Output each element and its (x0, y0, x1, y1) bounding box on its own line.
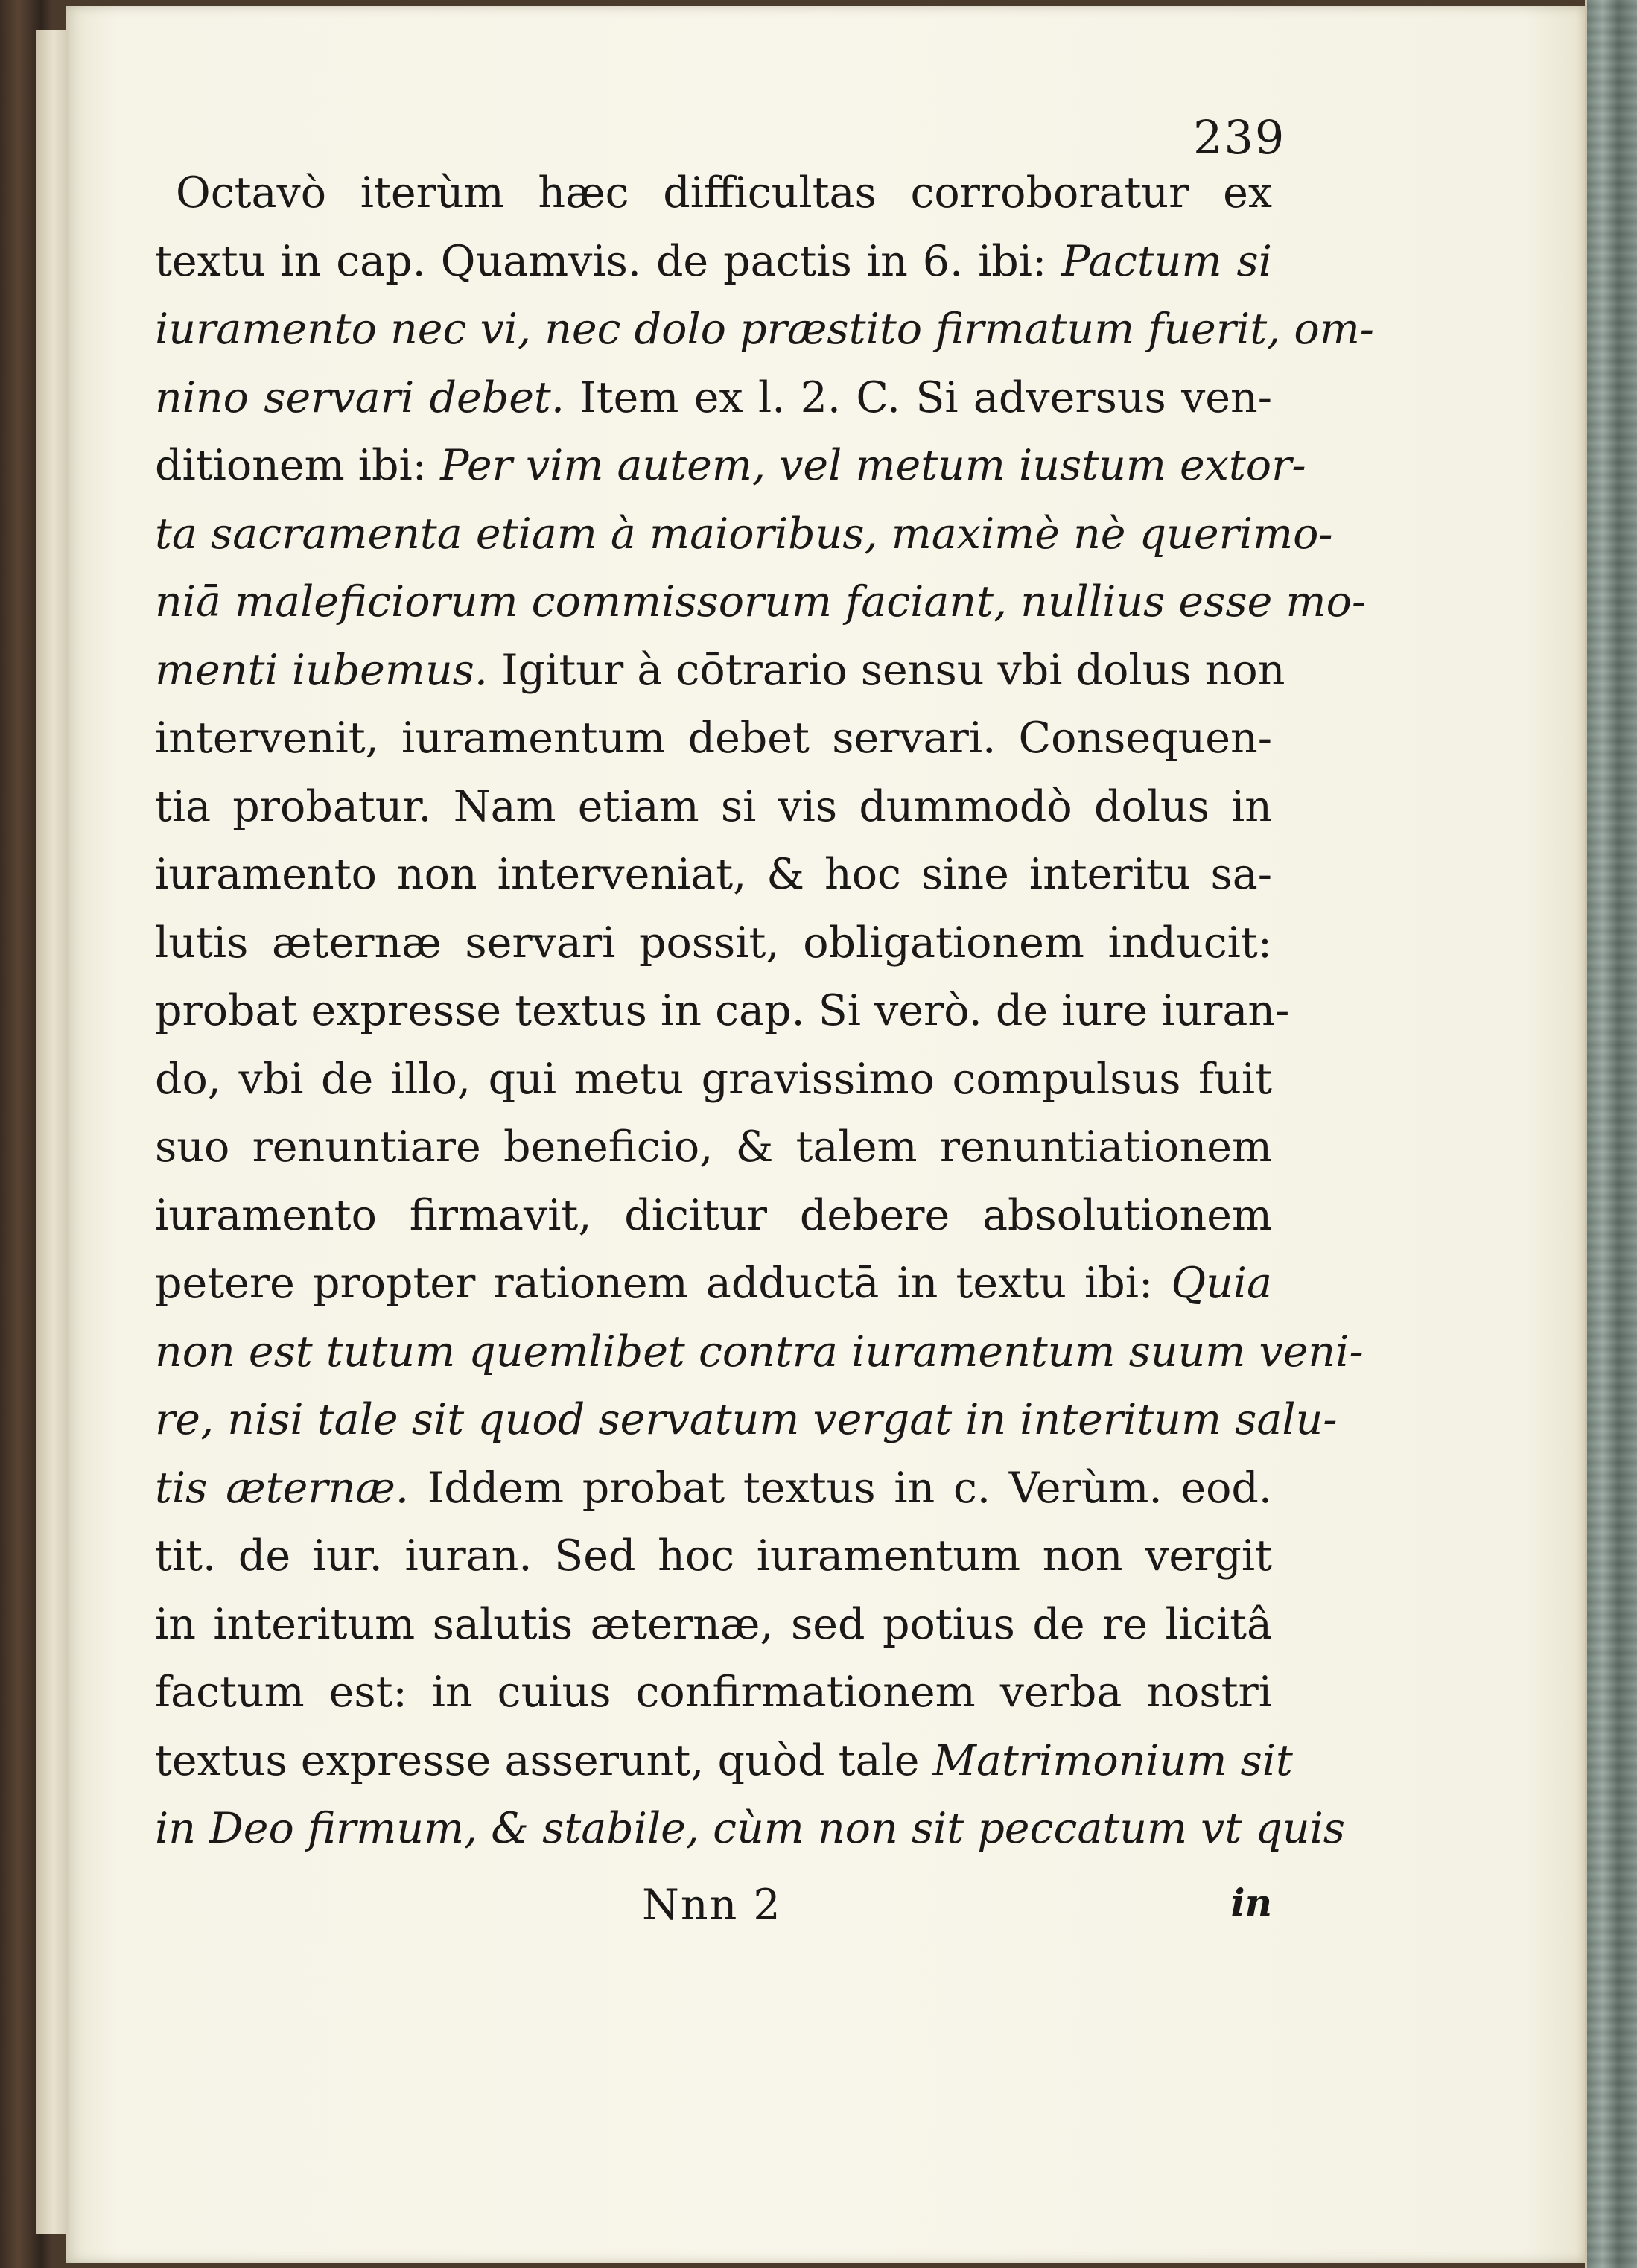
book-cover-edge (1585, 0, 1637, 2268)
catchword: in (1230, 1881, 1272, 1925)
text-line (155, 1386, 1338, 1455)
text-line (155, 432, 1306, 501)
text-segment: Iddem probat textus in c. Verùm. eod. (409, 1463, 1272, 1513)
text-segment: probat expresse textus in cap. Si verò. de iure iuran- (155, 986, 1290, 1035)
text-line (155, 705, 1272, 773)
text-line (155, 1455, 1272, 1523)
italic-text-segment: Quia (1171, 1259, 1272, 1308)
text-line (155, 1727, 1293, 1796)
text-segment: factum est: in cuius confirmationem verba nostri (155, 1668, 1272, 1717)
italic-text-segment: non est tutum quemlibet contra iuramentum suum veni- (155, 1327, 1364, 1376)
italic-text-segment: menti iubemus. (155, 645, 489, 695)
italic-text-segment: niā maleficiorum commissorum faciant, nullius esse mo- (155, 577, 1367, 626)
text-line (155, 909, 1272, 978)
text-line (155, 1522, 1272, 1591)
italic-text-segment: Per vim autem, vel metum iustum extor- (440, 441, 1306, 490)
text-segment: Octavò iterùm hæc difficultas corroboratur ex (176, 168, 1272, 217)
text-segment: suo renuntiare beneficio, & talem renuntiationem (155, 1122, 1272, 1172)
text-segment: Igitur à cōtrario sensu vbi dolus non (488, 645, 1285, 695)
text-line (155, 364, 1272, 433)
text-segment: tit. de iur. iuran. Sed hoc iuramentum non vergit (155, 1531, 1272, 1581)
text-line (155, 1250, 1272, 1318)
text-segment: iuramento non interveniat, & hoc sine interitu sa- (155, 850, 1272, 899)
text-line (155, 1046, 1272, 1114)
text-segment: ditionem ibi: (155, 441, 441, 490)
text-segment: in interitum salutis æternæ, sed potius de re licitâ (155, 1599, 1272, 1649)
italic-text-segment: Matrimonium sit (932, 1735, 1293, 1785)
text-segment: lutis æternæ servari possit, obligationem inducit: (155, 918, 1272, 968)
text-line (155, 1114, 1272, 1182)
text-line (155, 228, 1272, 296)
italic-text-segment: nino servari debet. (155, 372, 565, 422)
text-line (155, 159, 1272, 228)
page-number: 239 (1193, 110, 1286, 165)
text-line (155, 1318, 1364, 1387)
text-line (155, 1591, 1272, 1659)
text-segment: petere propter rationem adductā in textu ibi: (155, 1259, 1172, 1308)
main-text-block (155, 159, 1375, 1864)
text-segment: intervenit, iuramentum debet servari. Consequen- (155, 714, 1272, 763)
text-line (155, 568, 1367, 637)
text-segment: textus expresse asserunt, quòd tale (155, 1735, 933, 1785)
text-line (155, 637, 1285, 705)
text-line (155, 1182, 1272, 1251)
text-segment: iuramento firmavit, dicitur debere absolutionem (155, 1190, 1272, 1240)
text-line (155, 296, 1375, 364)
italic-text-segment: re, nisi tale sit quod servatum vergat in interitum salu- (155, 1395, 1338, 1444)
text-segment: Item ex l. 2. C. Si adversus ven- (564, 372, 1272, 422)
text-line (155, 773, 1272, 842)
italic-text-segment: iuramento nec vi, nec dolo præstito firmatum fuerit, om- (155, 305, 1375, 354)
text-segment: do, vbi de illo, qui metu gravissimo compulsus fuit (155, 1054, 1272, 1104)
page-edge-stack (36, 30, 67, 2234)
page-footer (155, 1881, 1272, 1948)
text-line (155, 977, 1290, 1046)
text-line (155, 1795, 1346, 1864)
signature-mark: Nnn 2 (642, 1881, 782, 1930)
italic-text-segment: tis æternæ. (155, 1463, 409, 1513)
italic-text-segment: Pactum si (1061, 236, 1272, 286)
italic-text-segment: ta sacramenta etiam à maioribus, maximè nè querimo- (155, 509, 1333, 559)
text-segment: textu in cap. Quamvis. de pactis in 6. ibi: (155, 236, 1062, 286)
text-segment: tia probatur. Nam etiam si vis dummodò dolus in (155, 781, 1272, 831)
text-line (155, 841, 1272, 909)
text-line (155, 501, 1333, 569)
italic-text-segment: in Deo firmum, & stabile, cùm non sit peccatum vt quis (155, 1804, 1346, 1853)
text-line (155, 1659, 1272, 1727)
